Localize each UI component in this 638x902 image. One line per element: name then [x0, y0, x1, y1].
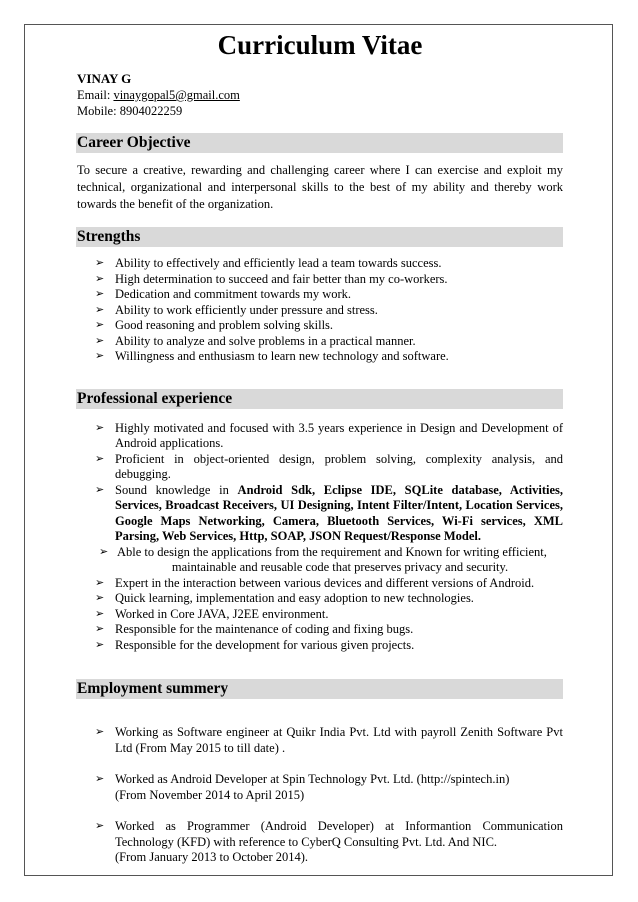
list-item: ➢ Expert in the interaction between various devices and different versions of Android. [95, 575, 535, 590]
arrowhead-bullet-icon: ➢ [95, 288, 105, 300]
email-link[interactable]: vinaygopal5@gmail.com [113, 88, 240, 102]
mobile-line [77, 103, 563, 119]
section-heading-professional-experience: Professional experience [76, 389, 563, 409]
professional-experience-list [77, 421, 563, 654]
arrowhead-bullet-icon: ➢ [95, 257, 105, 269]
career-objective-text: To secure a creative, rewarding and challenging career where I can exercise and exploit my technical, organizational and interpersonal skills to the best of my ability and thereby work towards the benefit of the organization. [77, 163, 563, 211]
list-item: ➢ Dedication and commitment towards my work. [95, 287, 352, 301]
arrowhead-bullet-icon: ➢ [95, 623, 105, 635]
list-item: ➢ High determination to succeed and fair better than my co-workers. [95, 271, 448, 286]
arrowhead-bullet-icon: ➢ [95, 421, 105, 434]
arrowhead-bullet-icon: ➢ [95, 773, 105, 785]
arrowhead-bullet-icon: ➢ [95, 303, 105, 316]
list-item: ➢ Worked in Core JAVA, J2EE environment. [95, 606, 329, 621]
list-item: ➢ Responsible for the development for various given projects. [95, 637, 415, 652]
list-item: ➢ Able to design the applications from the requirement and Known for writing efficient, maintainable and reusable code that preserves privacy and security. [99, 544, 547, 574]
list-item: ➢ Highly motivated and focused with 3.5 years experience in Design and Development of Android applications. [95, 420, 563, 450]
arrowhead-bullet-icon: ➢ [95, 607, 105, 620]
mobile-label: Mobile: [77, 104, 117, 118]
cv-document [77, 27, 563, 866]
arrowhead-bullet-icon: ➢ [99, 545, 109, 558]
arrowhead-bullet-icon: ➢ [95, 319, 105, 331]
list-item: ➢ Ability to effectively and efficiently lead a team towards success. [95, 256, 442, 270]
arrowhead-bullet-icon: ➢ [95, 452, 105, 465]
list-item: ➢ Ability to work efficiently under pressure and stress. [95, 302, 378, 317]
list-item: ➢ Worked as Android Developer at Spin Technology Pvt. Ltd. (http://spintech.in) (From November 2014 to April 2015) [95, 772, 510, 802]
person-name: VINAY G [77, 71, 132, 86]
list-item: ➢ Proficient in object-oriented design, problem solving, complexity analysis, and debugging. [95, 451, 563, 481]
strengths-list [77, 256, 563, 365]
arrowhead-bullet-icon: ➢ [95, 638, 105, 651]
email-label: Email: [77, 88, 111, 102]
arrowhead-bullet-icon: ➢ [95, 576, 105, 589]
list-item: ➢ Working as Software engineer at Quikr India Pvt. Ltd with payroll Zenith Software Pvt Ltd (From May 2015 to till date) . [95, 725, 563, 755]
arrowhead-bullet-icon: ➢ [95, 820, 105, 832]
section-heading-career-objective: Career Objective [76, 133, 563, 153]
arrowhead-bullet-icon: ➢ [95, 350, 105, 362]
list-item: ➢ Worked as Programmer (Android Developer) at Informantion Communication Technology (KFD) with reference to CyberQ Consulting Pvt. Ltd. And NIC. (From January 2013 to October 2014). [95, 819, 563, 864]
list-item: ➢ Responsible for the maintenance of coding and fixing bugs. [95, 622, 414, 636]
section-heading-strengths: Strengths [76, 227, 563, 247]
arrowhead-bullet-icon: ➢ [95, 272, 105, 285]
list-item: ➢ Quick learning, implementation and easy adoption to new technologies. [95, 591, 474, 605]
list-item: ➢ Sound knowledge in Android Sdk, Eclipse IDE, SQLite database, Activities, Services, Broadcast Receivers, UI Designing, Intent Filter/Intent, Location Services, Google Maps Networking, Camera, Bluetooth Services, Wi-Fi services, XML Parsing, Web Services, Http, SOAP, JSON Request/Response Model. [95, 482, 563, 543]
list-item: ➢ Ability to analyze and solve problems in a practical manner. [95, 333, 416, 348]
arrowhead-bullet-icon: ➢ [95, 483, 105, 496]
list-item: ➢ Willingness and enthusiasm to learn new technology and software. [95, 349, 449, 363]
employment-summary-list [77, 725, 563, 866]
arrowhead-bullet-icon: ➢ [95, 334, 105, 347]
arrowhead-bullet-icon: ➢ [95, 592, 105, 604]
mobile-number: 8904022259 [119, 104, 183, 118]
email-line [77, 87, 563, 103]
list-item: ➢ Good reasoning and problem solving skills. [95, 318, 334, 332]
document-title: Curriculum Vitae [217, 30, 423, 60]
section-heading-employment-summary: Employment summery [76, 679, 563, 699]
arrowhead-bullet-icon: ➢ [95, 726, 105, 738]
